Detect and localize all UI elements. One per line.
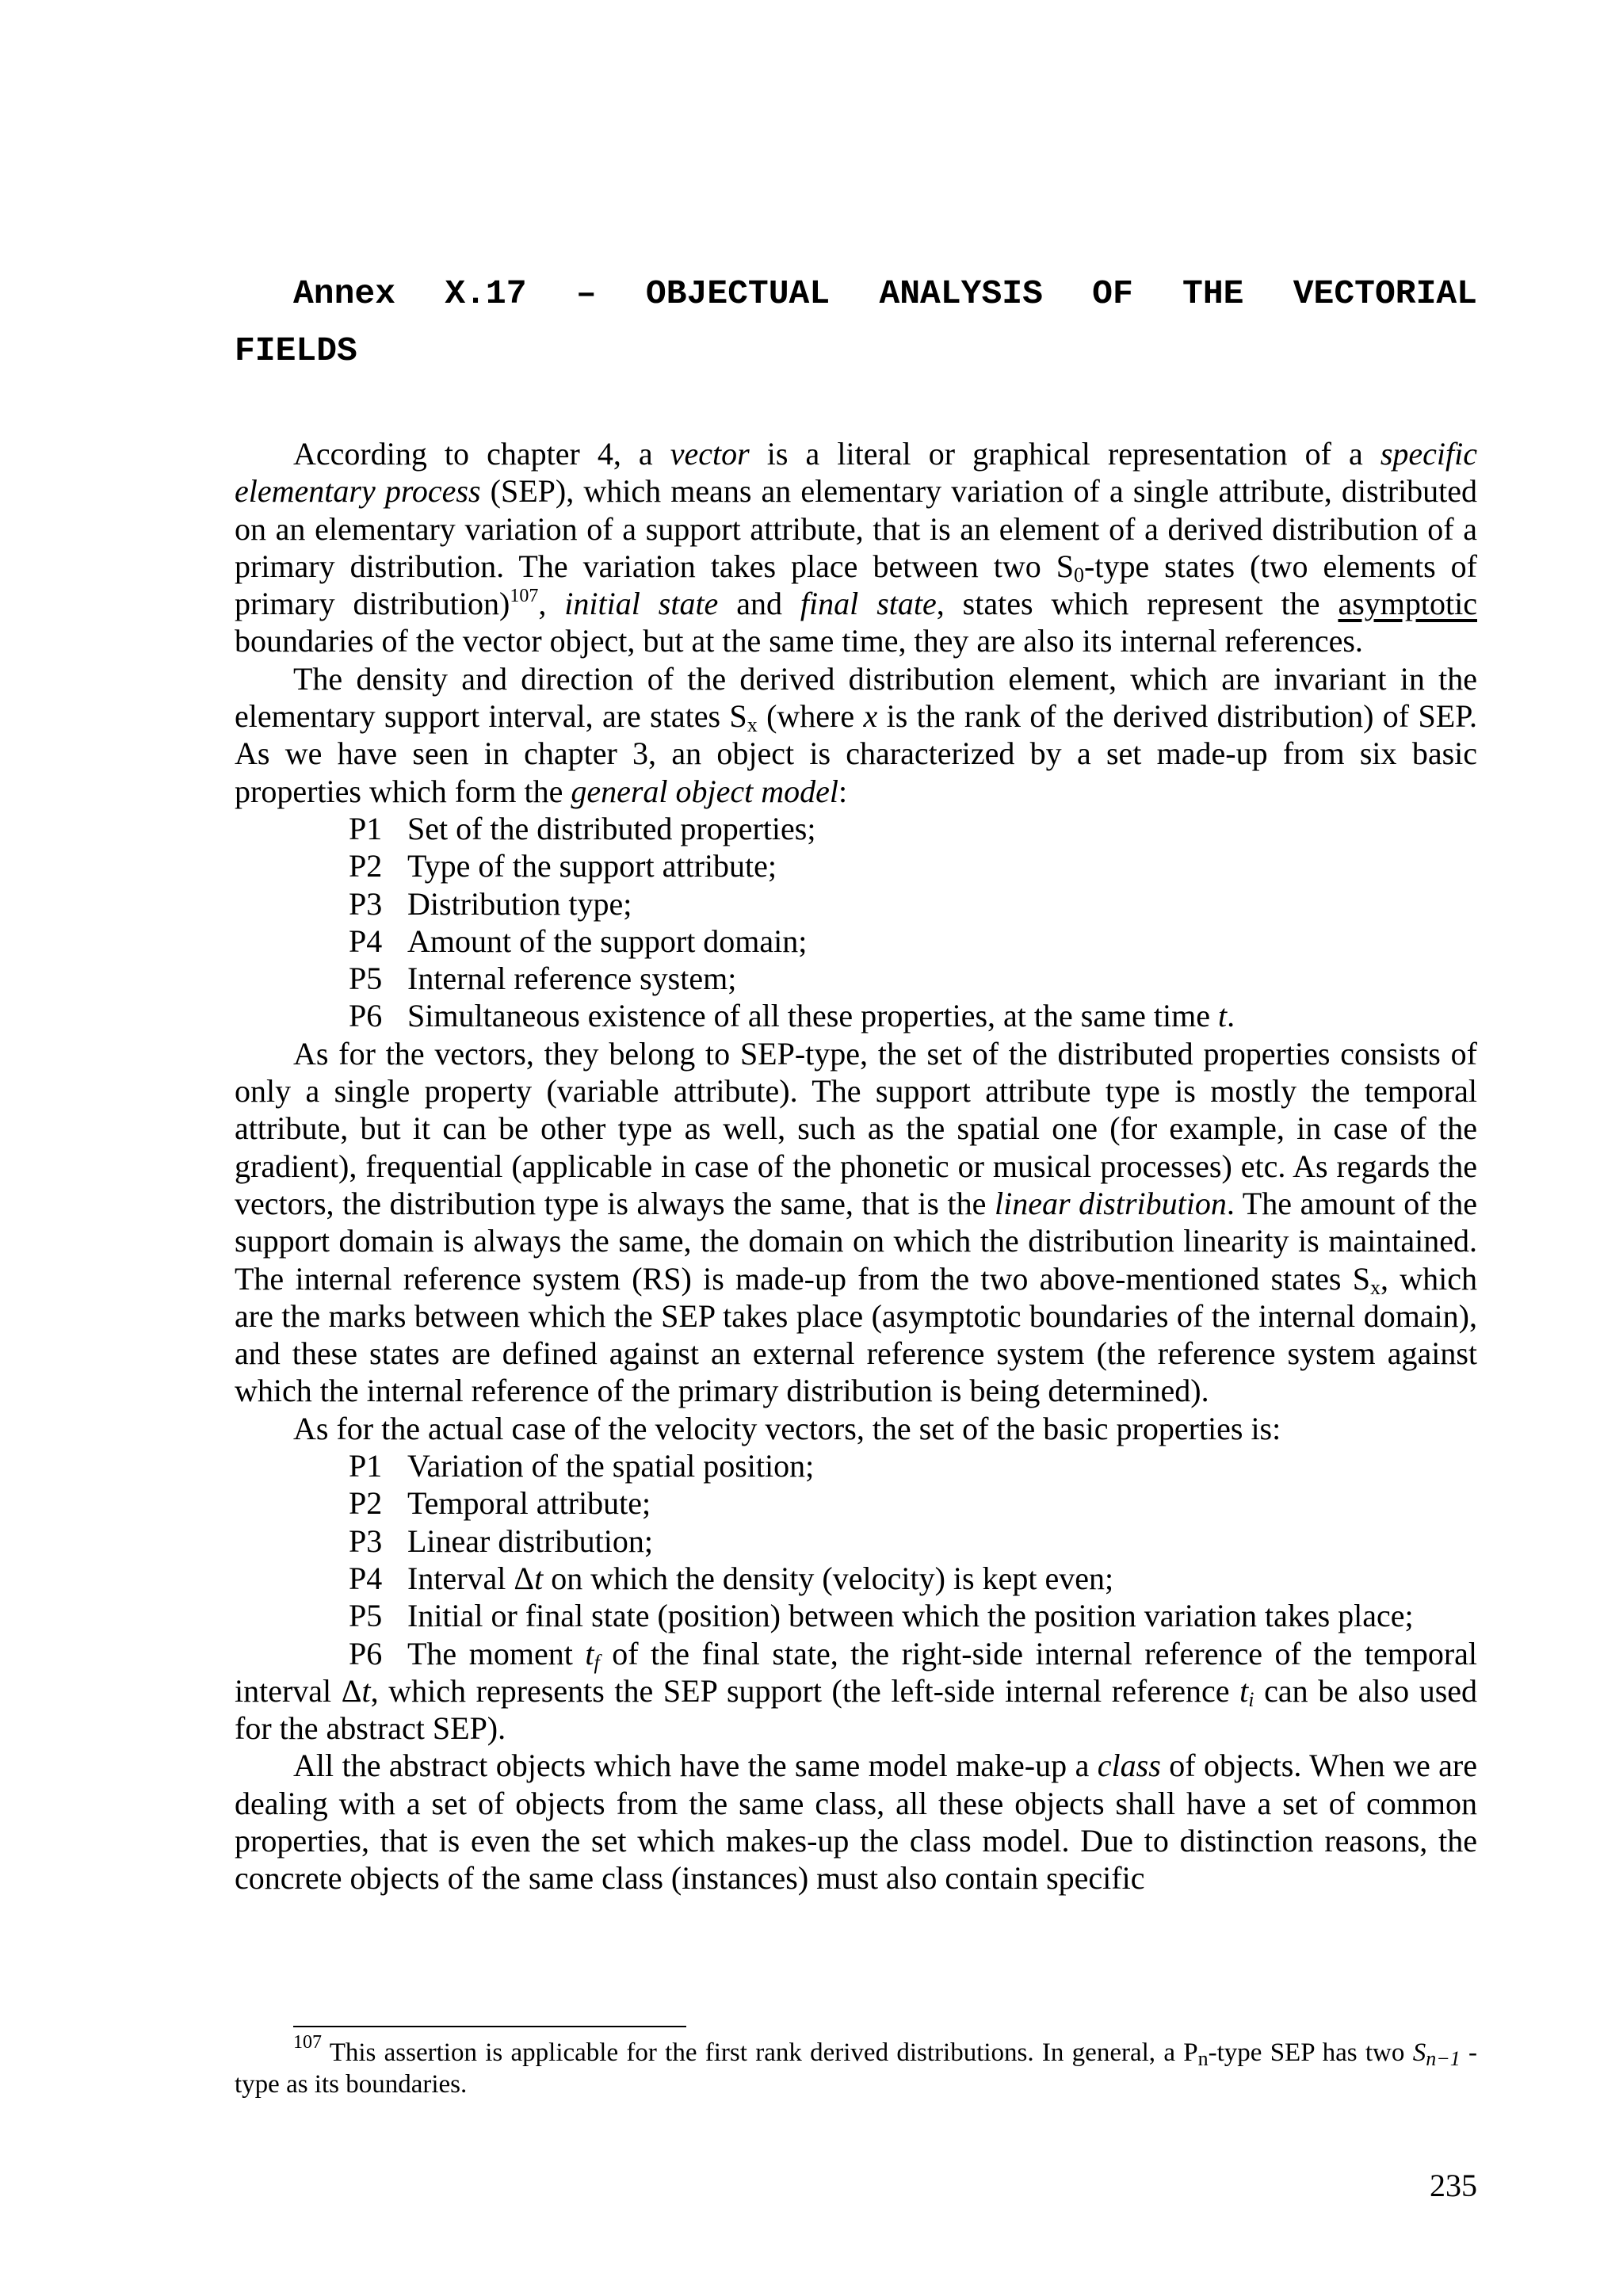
footnote-number: 107 <box>293 2032 322 2053</box>
heading-word: – <box>575 274 597 313</box>
body-text <box>235 435 1477 1897</box>
general-model-list <box>235 810 1477 1035</box>
list-item: P1 Variation of the spatial position; <box>349 1448 815 1484</box>
annex-heading <box>235 266 1477 380</box>
heading-word: THE <box>1182 274 1244 313</box>
heading-word: OBJECTUAL <box>645 274 831 313</box>
page-number: 235 <box>1430 2168 1477 2203</box>
underlined-term: asymptotic <box>1338 586 1477 622</box>
list-item: P3 Linear distribution; <box>349 1522 653 1559</box>
list-item: P5 Initial or final state (position) between which the position variation takes place; <box>349 1598 1414 1634</box>
list-item: P1 Set of the distributed properties; <box>349 810 816 846</box>
paragraph-3: As for the vectors, they belong to SEP-type, the set of the distributed properties consists of only a single property (variable attribute). The support attribute type is mostly the temporal attribute, but it can be other type as well, such as the spatial one (for example, in case of the gradient), frequential (applicable in case of the phonetic or musical processes) etc. As regards the vectors, the distribution type is always the same, that is the linear distribution. The amount of the support domain is always the same, the domain on which the distribution linearity is maintained. The internal reference system (RS) is made-up from the two above-mentioned states $S_x$, which are the marks between which the SEP takes place (asymptotic boundaries of the internal domain), and these states are defined against an external reference system (the reference system against which the internal reference of the primary distribution is being determined). <box>235 1035 1478 1409</box>
footnote-107: $^{107}$ This assertion is applicable for the first rank derived distributions. In general, a $P_n$-type SEP has two $S_{n-1}$ -type as its boundaries. <box>235 2032 1478 2099</box>
heading-word: Annex <box>293 274 396 313</box>
paragraph-5: All the abstract objects which have the same model make-up a class of objects. When we are dealing with a set of objects from the same class, all these objects shall have a set of common properties, that is even the set which makes-up the class model. Due to distinction reasons, the concrete objects of the same class (instances) must also contain specific <box>235 1748 1478 1897</box>
list-item: P4 Amount of the support domain; <box>349 923 808 959</box>
heading-word: OF <box>1092 274 1133 313</box>
list-item-p6: P6 The moment $t_f$ of the final state, the right-side internal reference of the temporal interval Δt, which represents the SEP support (the left-side internal reference $t_i$ can be also used for the abstract SEP). <box>235 1635 1478 1747</box>
heading-word: X.17 <box>445 274 527 313</box>
heading-line-1 <box>235 266 1477 323</box>
heading-line-2: FIELDS <box>235 331 357 370</box>
paragraph-2: The density and direction of the derived distribution element, which are invariant in the elementary support interval, are states $S_x$ (where x is the rank of the derived distribution) of SEP. As we have seen in chapter 3, an object is characterized by a set made-up from six basic properties which form the general object model: <box>235 660 1477 809</box>
heading-word: VECTORIAL <box>1293 274 1477 313</box>
velocity-properties-list <box>235 1447 1477 1634</box>
list-item: P2 Type of the support attribute; <box>349 848 777 884</box>
page-content <box>235 266 1477 1897</box>
list-item: P3 Distribution type; <box>349 885 632 922</box>
list-item: P6 Simultaneous existence of all these properties, at the same time t. <box>349 998 1235 1034</box>
list-item: P2 Temporal attribute; <box>349 1485 651 1522</box>
paragraph-1: According to chapter 4, a vector is a literal or graphical representation of a specific elementary process (SEP), which means an elementary variation of a single attribute, distributed on an elementary variation of a support attribute, that is an element of a derived distribution of a primary distribution. The variation takes place between two $S_0$-type states (two elements of primary distribution)$^{107}$, initial state and final state, states which represent the asymptotic boundaries of the vector object, but at the same time, they are also its internal references. <box>235 436 1477 659</box>
heading-word: ANALYSIS <box>879 274 1043 313</box>
list-item: P4 Interval Δt on which the density (velocity) is kept even; <box>349 1560 1114 1596</box>
footnote-separator <box>293 2026 686 2027</box>
paragraph-4: As for the actual case of the velocity vectors, the set of the basic properties is: <box>293 1410 1281 1446</box>
list-item: P5 Internal reference system; <box>349 961 737 997</box>
footnote-reference: 107 <box>510 586 539 607</box>
